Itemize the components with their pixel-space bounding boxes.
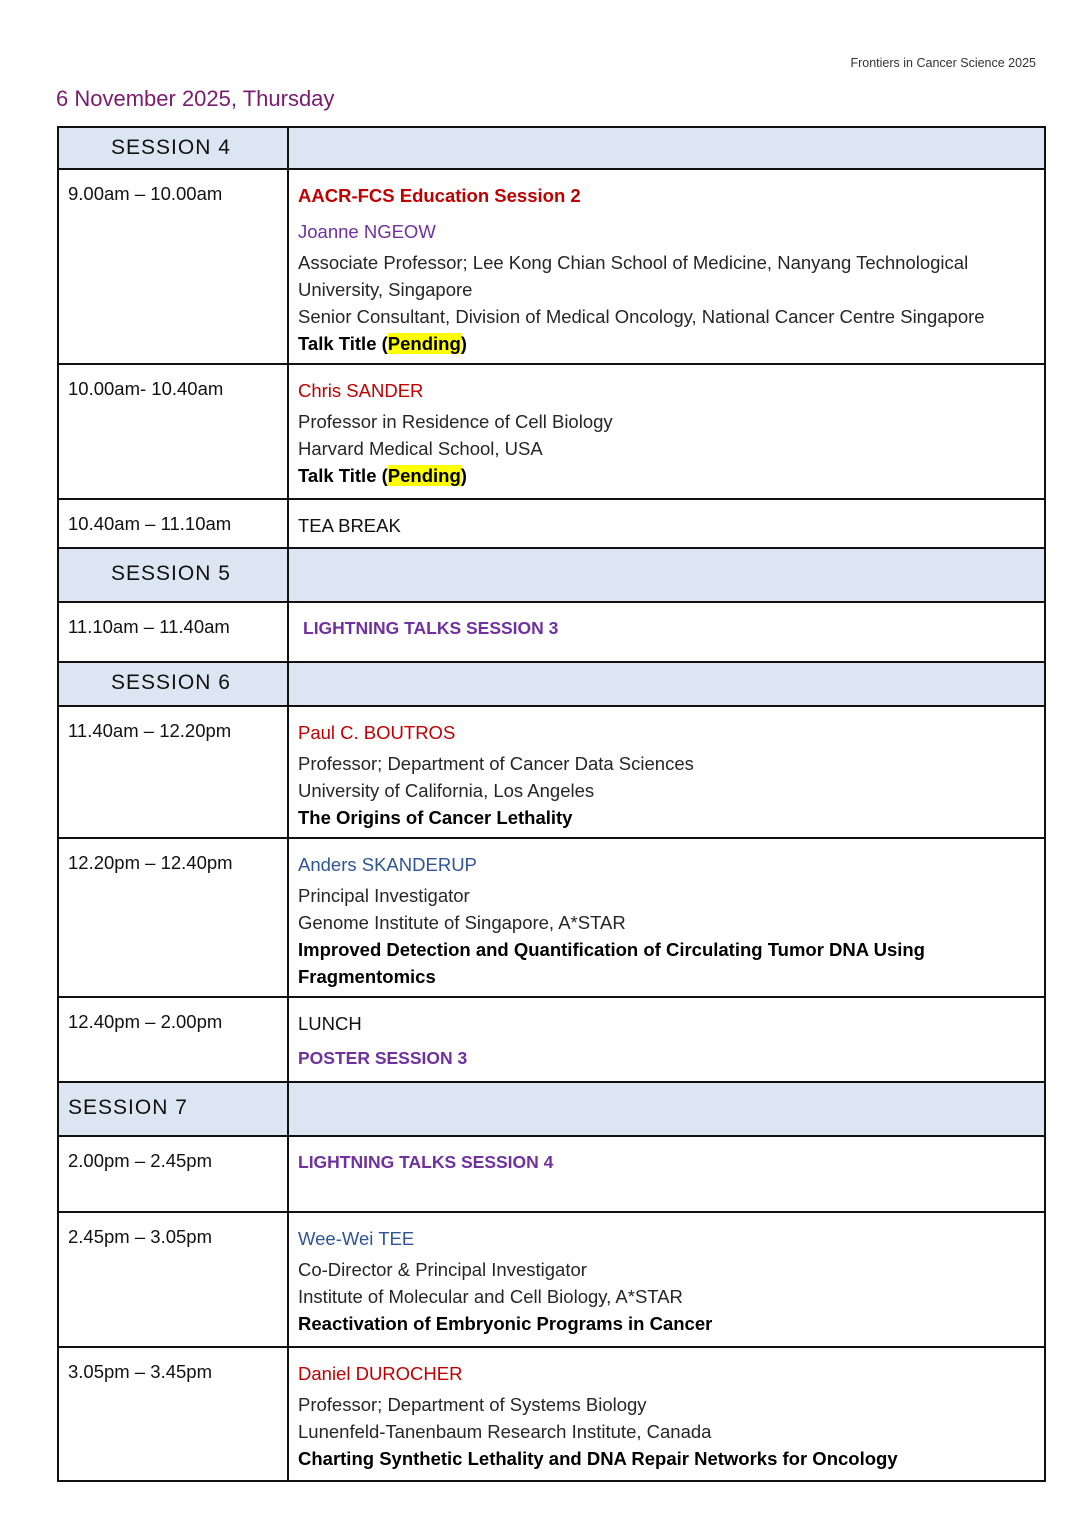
- time-slot: 2.00pm – 2.45pm: [68, 1150, 212, 1171]
- schedule-row: [58, 499, 1045, 548]
- event-title: LUNCH: [298, 1013, 362, 1034]
- affiliation: Associate Professor; Lee Kong Chian School of Medicine, Nanyang Technological: [298, 252, 969, 273]
- talk-title: Reactivation of Embryonic Programs in Cancer: [298, 1313, 713, 1334]
- session-label: SESSION 5: [111, 562, 231, 585]
- time-slot: 10.00am- 10.40am: [68, 378, 224, 399]
- schedule-row: [58, 602, 1045, 662]
- event-title: TEA BREAK: [298, 515, 401, 536]
- affiliation: University, Singapore: [298, 279, 473, 300]
- speaker-name: Chris SANDER: [298, 380, 424, 401]
- affiliation: Lunenfeld-Tanenbaum Research Institute, Canada: [298, 1421, 712, 1442]
- talk-title: Fragmentomics: [298, 966, 436, 987]
- event-title: LIGHTNING TALKS SESSION 3: [303, 618, 559, 638]
- schedule-row: [58, 997, 1045, 1082]
- affiliation: University of California, Los Angeles: [298, 780, 595, 801]
- affiliation: Institute of Molecular and Cell Biology, A*STAR: [298, 1286, 683, 1307]
- session-label: SESSION 7: [68, 1096, 188, 1119]
- pending-highlight: Pending: [387, 465, 461, 486]
- session-label: SESSION 6: [111, 671, 231, 694]
- time-slot: 12.20pm – 12.40pm: [68, 852, 233, 873]
- session-header: [58, 548, 1045, 602]
- schedule-table: [57, 126, 1046, 1482]
- affiliation: Senior Consultant, Division of Medical Oncology, National Cancer Centre Singapore: [298, 306, 985, 327]
- running-header: Frontiers in Cancer Science 2025: [850, 56, 1036, 70]
- schedule-row: [58, 706, 1045, 838]
- talk-title: Talk Title (Pending): [298, 465, 467, 486]
- time-slot: 3.05pm – 3.45pm: [68, 1361, 212, 1382]
- session-header: [58, 1082, 1045, 1136]
- time-slot: 10.40am – 11.10am: [68, 513, 232, 534]
- session-header: [58, 127, 1045, 169]
- affiliation: Professor; Department of Cancer Data Sciences: [298, 753, 694, 774]
- affiliation: Genome Institute of Singapore, A*STAR: [298, 912, 626, 933]
- schedule-row: [58, 1347, 1045, 1481]
- speaker-name: Joanne NGEOW: [298, 221, 436, 242]
- pending-highlight: Pending: [387, 333, 461, 354]
- affiliation: Professor; Department of Systems Biology: [298, 1394, 647, 1415]
- affiliation: Harvard Medical School, USA: [298, 438, 543, 459]
- event-title: LIGHTNING TALKS SESSION 4: [298, 1152, 554, 1172]
- speaker-name: Anders SKANDERUP: [298, 854, 477, 875]
- schedule-row: [58, 1212, 1045, 1347]
- day-title: 6 November 2025, Thursday: [56, 86, 335, 111]
- schedule-row: [58, 1136, 1045, 1212]
- poster-session: POSTER SESSION 3: [298, 1048, 468, 1068]
- schedule-row: [58, 169, 1045, 364]
- speaker-name: Wee-Wei TEE: [298, 1228, 415, 1249]
- talk-title: Talk Title (Pending): [298, 333, 467, 354]
- talk-title: Charting Synthetic Lethality and DNA Repair Networks for Oncology: [298, 1448, 898, 1469]
- affiliation: Professor in Residence of Cell Biology: [298, 411, 613, 432]
- schedule-row: [58, 364, 1045, 499]
- speaker-name: Daniel DUROCHER: [298, 1363, 463, 1384]
- talk-title: Improved Detection and Quantification of Circulating Tumor DNA Using: [298, 939, 925, 960]
- time-slot: 11.10am – 11.40am: [68, 616, 230, 637]
- affiliation: Principal Investigator: [298, 885, 470, 906]
- talk-title: The Origins of Cancer Lethality: [298, 807, 573, 828]
- speaker-name: Paul C. BOUTROS: [298, 722, 456, 743]
- event-title: AACR-FCS Education Session 2: [298, 185, 581, 206]
- session-header: [58, 662, 1045, 706]
- time-slot: 11.40am – 12.20pm: [68, 720, 232, 741]
- time-slot: 2.45pm – 3.05pm: [68, 1226, 212, 1247]
- time-slot: 12.40pm – 2.00pm: [68, 1011, 223, 1032]
- affiliation: Co-Director & Principal Investigator: [298, 1259, 587, 1280]
- session-label: SESSION 4: [111, 136, 231, 159]
- time-slot: 9.00am – 10.00am: [68, 183, 223, 204]
- schedule-row: [58, 838, 1045, 997]
